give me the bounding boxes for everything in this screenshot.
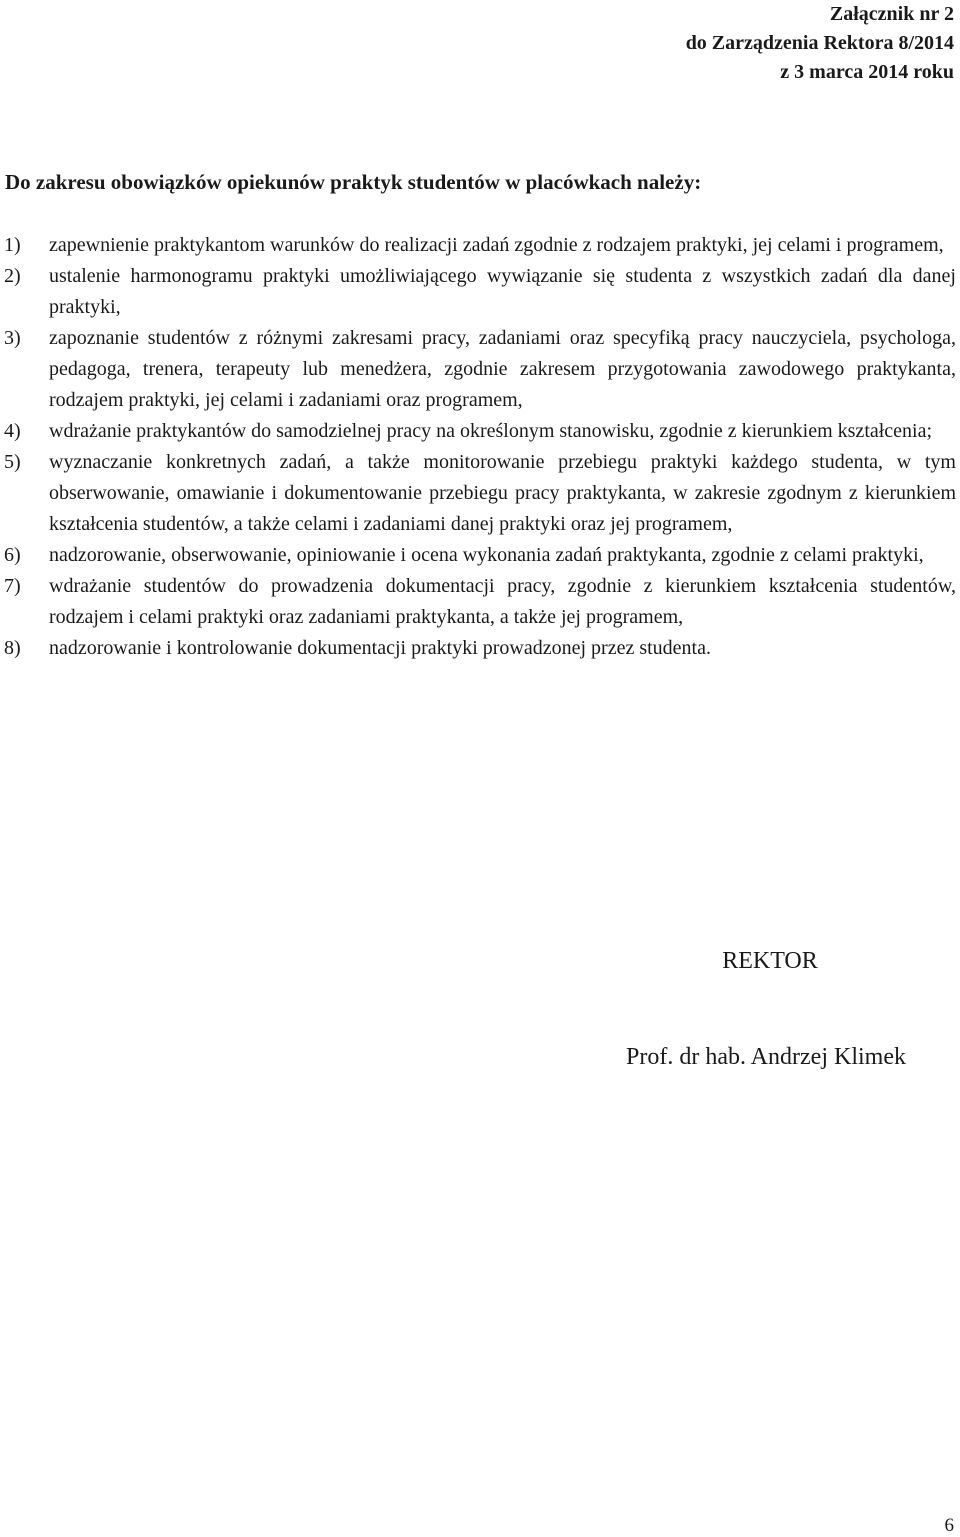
duty-text: zapewnienie praktykantom warunków do realizacji zadań zgodnie z rodzajem praktyki, jej celami i programem, <box>49 234 944 256</box>
duty-number: 4) <box>4 420 21 442</box>
page-number: 6 <box>944 1515 954 1536</box>
duty-item <box>4 230 956 261</box>
duty-text: wdrażanie studentów do prowadzenia dokumentacji pracy, zgodnie z kierunkiem kształcenia studentów, rodzajem i celami praktyki oraz zadaniami praktykanta, a także jej programem, <box>49 575 956 628</box>
duties-list <box>4 230 956 664</box>
annex-header <box>686 0 954 87</box>
annex-line-3: z 3 marca 2014 roku <box>780 61 954 83</box>
duty-text: zapoznanie studentów z różnymi zakresami pracy, zadaniami oraz specyfiką pracy nauczyciela, psychologa, pedagoga, trenera, terapeuty lub menedżera, zgodnie zakresem przygotowania zawodowego praktykanta, rodzajem praktyki, jej celami i zadaniami oraz programem, <box>49 327 956 411</box>
document-heading: Do zakresu obowiązków opiekunów praktyk studentów w placówkach należy: <box>5 170 702 194</box>
duty-text: nadzorowanie i kontrolowanie dokumentacji praktyki prowadzonej przez studenta. <box>49 637 711 659</box>
duty-item <box>4 540 956 571</box>
duty-number: 1) <box>4 234 21 256</box>
duty-item <box>4 571 956 633</box>
duty-text: nadzorowanie, obserwowanie, opiniowanie i ocena wykonania zadań praktykanta, zgodnie z celami praktyki, <box>49 544 924 566</box>
duty-number: 8) <box>4 637 21 659</box>
duty-number: 2) <box>4 265 21 287</box>
duty-number: 5) <box>4 451 21 473</box>
duty-item <box>4 261 956 323</box>
annex-line-1: Załącznik nr 2 <box>829 3 954 25</box>
duty-item <box>4 633 956 664</box>
duty-text: wdrażanie praktykantów do samodzielnej pracy na określonym stanowisku, zgodnie z kierunkiem kształcenia; <box>49 420 933 442</box>
duty-item <box>4 416 956 447</box>
signature-title: REKTOR <box>722 948 818 974</box>
duty-number: 7) <box>4 575 21 597</box>
duty-text: wyznaczanie konkretnych zadań, a także monitorowanie przebiegu praktyki każdego studenta, w tym obserwowanie, omawianie i dokumentowanie przebiegu pracy praktykanta, w zakresie zgodnym z kierunkiem kształcenia studentów, a także celami i zadaniami danej praktyki oraz jej programem, <box>49 451 956 535</box>
duty-text: ustalenie harmonogramu praktyki umożliwiającego wywiązanie się studenta z wszystkich zadań dla danej praktyki, <box>49 265 956 318</box>
annex-line-2: do Zarządzenia Rektora 8/2014 <box>685 32 954 54</box>
duty-item <box>4 447 956 540</box>
signature-name: Prof. dr hab. Andrzej Klimek <box>626 1044 906 1070</box>
duty-item <box>4 323 956 416</box>
duty-number: 6) <box>4 544 21 566</box>
duty-number: 3) <box>4 327 21 349</box>
